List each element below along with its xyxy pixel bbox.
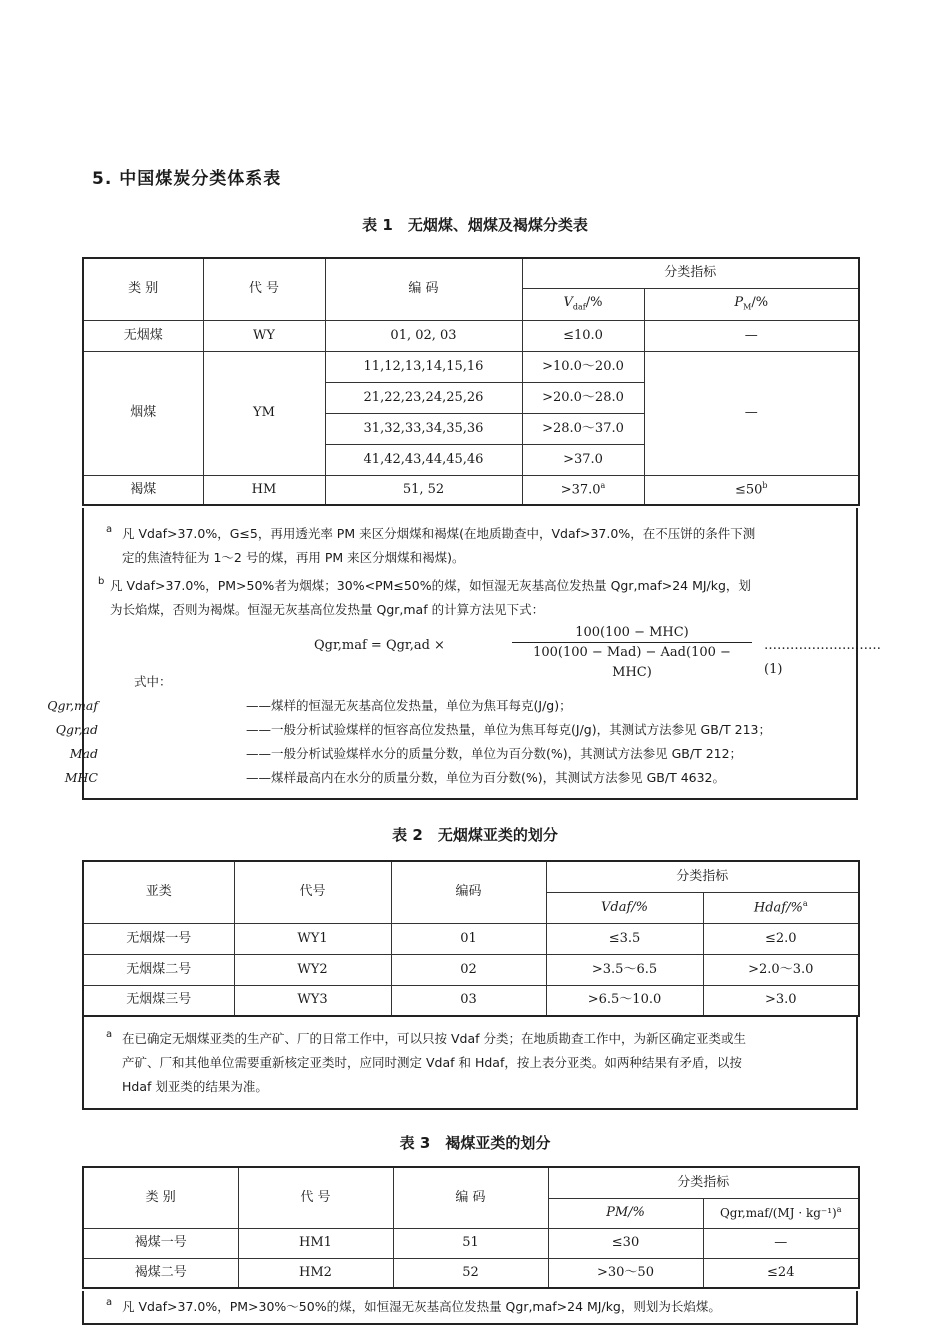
t1-ym-number: 41,42,43,44,45,46 [325,444,522,475]
t3-header-qgr: Qgr,maf/(MJ · kg⁻¹)$^a$ [703,1198,859,1228]
t3-code: HM1 [238,1228,393,1258]
t2-subclass: 无烟煤二号 [83,954,234,985]
t1-ym-code: YM [203,351,325,475]
t1-hm-pm: $\le 50^b$ [644,475,859,505]
t1-header-code: 代 号 [203,258,325,320]
t3-pm: >30～50 [548,1258,703,1288]
t2-vdaf: >6.5～10.0 [546,985,703,1016]
definitions [47,670,856,790]
where-label: 式中： [134,674,172,689]
table3 [82,1166,860,1289]
t1-hm-category: 褐煤 [83,475,203,505]
formula [84,624,881,680]
t2-header-indicators: 分类指标 [546,861,859,892]
t1-ym-number: 11,12,13,14,15,16 [325,351,522,382]
t3-category: 褐煤一号 [83,1228,238,1258]
definition-row: Qgr,maf ——煤样的恒湿无灰基高位发热量，单位为焦耳每克(J/g)； [47,698,572,713]
t2-number: 01 [391,923,546,954]
note-b: b 凡 Vdaf>37.0%，PM>50%者为烟煤；30%<PM≤50%的煤，如恒湿无灰基高位发热量 Qgr,maf>24 MJ/kg，划 为长焰煤，否则为褐煤。恒湿无灰基高位发热量 Qgr,maf 的计算方法见下式： [98,576,751,617]
t3-qgr: ≤24 [703,1258,859,1288]
t3-header-pm: PM/% [548,1198,703,1228]
t1-wy-code: WY [203,320,325,351]
t3-header-indicators: 分类指标 [548,1167,859,1198]
table2 [82,860,860,1017]
t3-qgr: — [703,1228,859,1258]
t2-subclass: 无烟煤一号 [83,923,234,954]
t1-header-indicators: 分类指标 [522,258,859,288]
t1-ym-vdaf: >28.0～37.0 [522,413,644,444]
t2-header-vdaf: Vdaf/% [546,892,703,923]
t1-wy-category: 无烟煤 [83,320,203,351]
t2-hdaf: >2.0～3.0 [703,954,859,985]
definition-row: MHC ——煤样最高内在水分的质量分数，单位为百分数(%)，其测试方法参见 GB/T 4632。 [64,770,725,785]
formula-numerator: 100(100 − MHC) [512,624,752,643]
t1-wy-number: 01, 02, 03 [325,320,522,351]
t2-code: WY1 [234,923,391,954]
table1 [82,257,860,506]
table1-notes [47,508,881,800]
t2-header-subclass: 亚类 [83,861,234,923]
t1-header-vdaf: $V_{daf}/\%$ [522,288,644,320]
section-title: 5. 中国煤炭分类体系表 [92,169,282,189]
t1-ym-vdaf: >37.0 [522,444,644,475]
t1-wy-vdaf: ≤10.0 [522,320,644,351]
t3-header-number: 编 码 [393,1167,548,1228]
t3-number: 52 [393,1258,548,1288]
t2-code: WY3 [234,985,391,1016]
t3-header-category: 类 别 [83,1167,238,1228]
formula-number: ………………………(1) [764,638,881,677]
t1-ym-pm: — [644,351,859,475]
t2-vdaf: >3.5～6.5 [546,954,703,985]
t2-header-code: 代号 [234,861,391,923]
table2-notes [82,1017,858,1110]
t1-ym-number: 31,32,33,34,35,36 [325,413,522,444]
t3-header-code: 代 号 [238,1167,393,1228]
note-a: a 凡 Vdaf>37.0%，G≤5，再用透光率 PM 来区分烟煤和褐煤(在地质勘查中，Vdaf>37.0%，在不压饼的条件下测 定的焦渣特征为 1～2 号的煤，再用 PM 来区分烟煤和褐煤)。 [106,524,756,565]
table1-caption: 表 1 无烟煤、烟煤及褐煤分类表 [362,216,588,234]
t1-ym-category: 烟煤 [83,351,203,475]
t3-pm: ≤30 [548,1228,703,1258]
t2-subclass: 无烟煤三号 [83,985,234,1016]
formula-lhs: Qgr,maf = Qgr,ad × [314,638,445,653]
table3-note: a 凡 Vdaf>37.0%，PM>30%～50%的煤，如恒湿无灰基高位发热量 Qgr,maf>24 MJ/kg，则划为长焰煤。 [106,1297,721,1314]
t1-header-pm: $P_M/\%$ [644,288,859,320]
t2-number: 03 [391,985,546,1016]
table3-notes [82,1291,858,1325]
table3-caption: 表 3 褐煤亚类的划分 [399,1134,551,1152]
t1-header-category: 类 别 [83,258,203,320]
t3-category: 褐煤二号 [83,1258,238,1288]
t2-number: 02 [391,954,546,985]
t1-header-number: 编 码 [325,258,522,320]
table2-note: a 在已确定无烟煤亚类的生产矿、厂的日常工作中，可以只按 Vdaf 分类；在地质勘查工作中，为新区确定亚类或生 产矿、厂和其他单位需要重新核定亚类时，应同时测定 Vdaf 和 Hdaf，按上表分亚类。如两种结果有矛盾，以按 Hdaf 划亚类的结果为准。 [106,1029,746,1094]
t1-hm-vdaf: >37.0$^a$ [522,475,644,505]
t3-number: 51 [393,1228,548,1258]
t3-code: HM2 [238,1258,393,1288]
t1-ym-vdaf: >20.0～28.0 [522,382,644,413]
t2-hdaf: >3.0 [703,985,859,1016]
t1-hm-number: 51, 52 [325,475,522,505]
t2-header-number: 编码 [391,861,546,923]
formula-fraction [512,624,752,683]
t2-header-hdaf: Hdaf/%$^a$ [703,892,859,923]
t2-hdaf: ≤2.0 [703,923,859,954]
t2-code: WY2 [234,954,391,985]
t1-wy-pm: — [644,320,859,351]
definition-row: Qgr,ad ——一般分析试验煤样的恒容高位发热量，单位为焦耳每克(J/g)，其测试方法参见 GB/T 213； [55,722,772,737]
definition-row: Mad ——一般分析试验煤样水分的质量分数，单位为百分数(%)，其测试方法参见 GB/T 212； [69,746,743,761]
t1-hm-code: HM [203,475,325,505]
formula-denominator: 100(100 − Mad) − Aad(100 − MHC) [533,645,731,680]
t1-ym-vdaf: >10.0～20.0 [522,351,644,382]
table2-caption: 表 2 无烟煤亚类的划分 [392,826,558,844]
t2-vdaf: ≤3.5 [546,923,703,954]
t1-ym-number: 21,22,23,24,25,26 [325,382,522,413]
